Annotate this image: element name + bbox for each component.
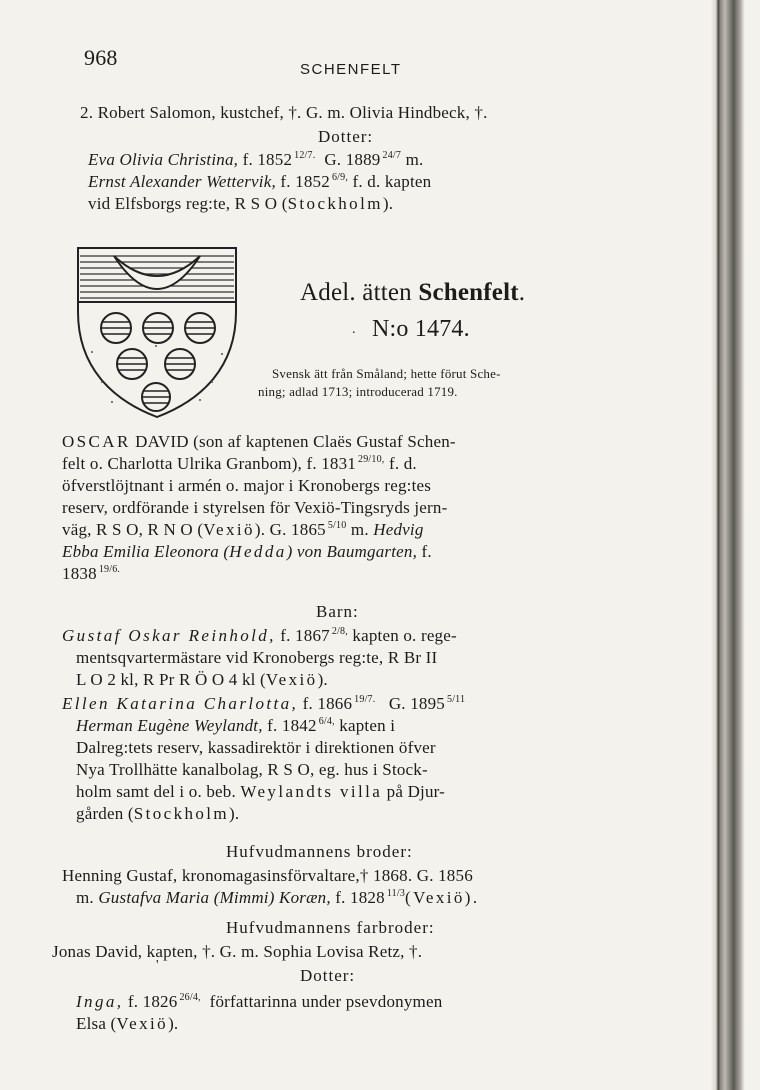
wife-f: f.: [421, 542, 432, 561]
oscar-orders: väg, R S O, R N O (: [62, 520, 204, 539]
inga-pseudonym: Elsa (: [76, 1014, 117, 1033]
gustaf-born-date: 2/8,: [331, 626, 348, 637]
inga-line-2: [76, 1014, 178, 1034]
oscar-married-date: 5/10: [327, 520, 347, 531]
ernst-regiment: vid Elfsborgs reg:te, R S O (: [88, 194, 288, 213]
ernst-name: Ernst Alexander Wettervik,: [88, 172, 276, 191]
gustaf-line-3: [76, 670, 328, 690]
inga-line-1: [76, 992, 442, 1012]
brother-wife: Gustafva Maria (Mimmi) Koræn,: [98, 888, 331, 907]
decorative-dot: .: [352, 322, 356, 337]
eva-married: G. 1889: [324, 150, 381, 169]
decorative-dot-2: ': [156, 958, 159, 973]
wife-names: Ebba Emilia Eleonora (: [62, 542, 230, 561]
ellen-born: f. 1866: [302, 694, 353, 713]
brother-m: m.: [76, 888, 99, 907]
eva-married-date: 24/7: [382, 150, 402, 161]
ellen-line-6: [76, 804, 239, 824]
oscar-line-6: [62, 542, 432, 562]
oscar-line-7: [62, 564, 120, 584]
herman-location: på Djur-: [382, 782, 446, 801]
wife-born-year: 1838: [62, 564, 97, 583]
wife-callname: Hedda: [229, 542, 287, 561]
herman-born-date: 6/4,: [318, 716, 335, 727]
brother-line-1: Henning Gustaf, kronomagasinsförvaltare,† 1868. G. 1856: [62, 866, 473, 885]
wife-surname: ) von Baumgarten,: [286, 542, 418, 561]
eva-m: m.: [405, 150, 424, 169]
book-edge: [650, 0, 760, 1090]
gustaf-born: f. 1867: [280, 626, 330, 645]
gustaf-line-1: [62, 626, 457, 646]
ernst-close: ).: [382, 194, 394, 213]
ellen-married: G. 1895: [388, 694, 445, 713]
oscar-born: felt o. Charlotta Ulrika Granbom), f. 1831: [62, 454, 357, 473]
oscar-married: ). G. 1865: [254, 520, 326, 539]
eva-born: f. 1852: [242, 150, 293, 169]
herman-close: ).: [229, 804, 240, 823]
inga-profession: författarinna under psevdonymen: [209, 992, 443, 1011]
inga-close: ).: [168, 1014, 179, 1033]
robert-line-1: 2. Robert Salomon, kustchef, †. G. m. Olivia Hindbeck, †.: [80, 103, 488, 122]
oscar-city: Vexiö: [203, 520, 255, 539]
oscar-firstname: OSCAR: [62, 432, 131, 451]
gustaf-line-2: mentsqvartermästare vid Kronobergs reg:te, R Br II: [76, 648, 438, 667]
eva-name: Eva Olivia Christina,: [88, 150, 239, 169]
brother-heading: Hufvudmannens broder:: [226, 842, 413, 861]
herman-villa: Weylandts villa: [240, 782, 383, 801]
robert-line-3: [88, 150, 423, 170]
children-heading: Barn:: [316, 602, 359, 621]
brother-wife-born-date: 11/3: [386, 888, 406, 899]
ernst-city: Stockholm: [287, 194, 383, 213]
herman-born: f. 1842: [267, 716, 317, 735]
robert-dotter: Dotter:: [318, 127, 374, 146]
brother-city: (Vexiö).: [405, 888, 480, 907]
gustaf-name: Gustaf Oskar Reinhold,: [62, 626, 276, 645]
ellen-line-5: [76, 782, 445, 802]
inga-born-date: 26/4,: [179, 992, 201, 1003]
inga-name: Inga,: [76, 992, 124, 1011]
uncle-heading: Hufvudmannens farbroder:: [226, 918, 435, 937]
wife-born-date: 19/6.: [98, 564, 121, 575]
ellen-line-3: Dalreg:tets reserv, kassadirektör i direktionen öfver: [76, 738, 436, 757]
ellen-born-date: 19/7.: [354, 694, 376, 705]
family-number: N:o 1474.: [372, 316, 470, 342]
ernst-born-date: 6/9,: [331, 172, 349, 183]
oscar-line-5: [62, 520, 424, 540]
ellen-line-1: [62, 694, 465, 714]
oscar-line-3: öfverstlöjtnant i armén o. major i Kronobergs reg:tes: [62, 476, 432, 495]
running-title: SCHENFELT: [300, 61, 402, 78]
family-title-period: .: [518, 279, 526, 306]
herman-name: Herman Eugène Weylandt,: [76, 716, 263, 735]
gustaf-city: Vexiö: [265, 670, 318, 689]
oscar-born-date: 29/10,: [358, 454, 385, 465]
ellen-line-2: [76, 716, 395, 736]
oscar-m: m.: [350, 520, 369, 539]
page-number: 968: [84, 45, 118, 70]
inga-born: f. 1826: [127, 992, 178, 1011]
herman-place: gården (: [76, 804, 134, 823]
family-title: [300, 278, 525, 308]
coat-of-arms-shield: [72, 242, 242, 420]
brother-wife-born: f. 1828: [330, 888, 385, 907]
family-title-prefix: Adel. ätten: [300, 279, 412, 306]
ellen-name: Ellen Katarina Charlotta,: [62, 694, 299, 713]
family-description-1: Svensk ätt från Småland; hette förut Sche-: [272, 366, 501, 381]
herman-property: holm samt del i o. beb.: [76, 782, 236, 801]
oscar-line-2: [62, 454, 417, 474]
ellen-line-4: Nya Trollhätte kanalbolag, R S O, eg. hus i Stock-: [76, 760, 428, 779]
herman-title: kapten i: [339, 716, 396, 735]
hedvig-name: Hedvig: [373, 520, 424, 539]
herman-city: Stockholm: [133, 804, 230, 823]
family-title-name: Schenfelt: [418, 279, 519, 306]
ernst-born: f. 1852: [280, 172, 330, 191]
ernst-title: f. d. kapten: [352, 172, 432, 191]
gustaf-close: ).: [317, 670, 328, 689]
uncle-dotter: Dotter:: [300, 966, 356, 985]
oscar-parents: DAVID (son af kaptenen Claës Gustaf Schen-: [130, 432, 456, 451]
inga-city: Vexiö: [116, 1014, 169, 1033]
oscar-line-1: [62, 432, 456, 452]
brother-line-2: [76, 888, 479, 908]
gustaf-title: kapten o. rege-: [352, 626, 457, 645]
robert-line-5: [88, 194, 393, 214]
uncle-line-1: Jonas David, kapten, †. G. m. Sophia Lovisa Retz, †.: [52, 942, 423, 961]
eva-born-date: 12/7.: [294, 150, 316, 161]
gustaf-orders: L O 2 kl, R Pr R Ö O 4 kl (: [76, 670, 266, 689]
robert-line-4: [88, 172, 431, 192]
oscar-line-4: reserv, ordförande i styrelsen för Vexiö-Tingsryds jern-: [62, 498, 448, 517]
oscar-fd: f. d.: [388, 454, 417, 473]
family-description-2: ning; adlad 1713; introducerad 1719.: [258, 384, 458, 399]
ellen-married-date: 5/11: [447, 694, 466, 705]
